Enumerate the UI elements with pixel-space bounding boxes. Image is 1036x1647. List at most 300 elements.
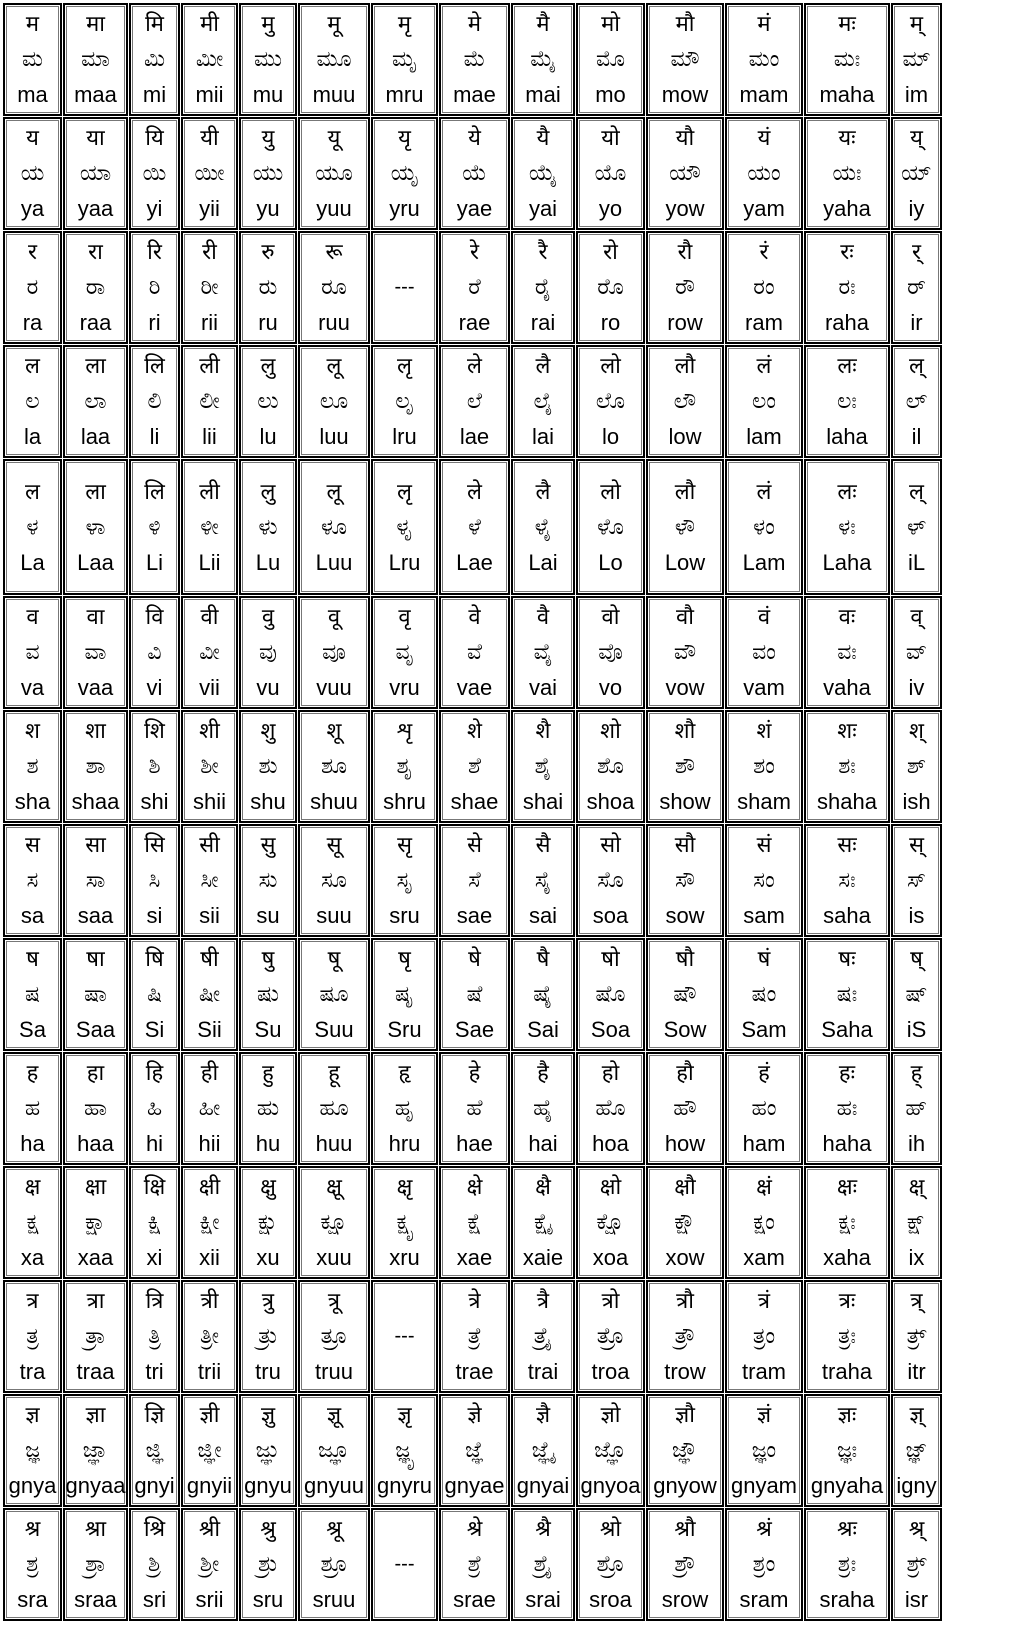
romanization: Lii (198, 549, 221, 575)
syllable-cell (298, 710, 370, 823)
syllable-cell (511, 1166, 575, 1279)
kannada-glyph: ಳು (258, 514, 278, 540)
syllable-cell (371, 117, 438, 230)
romanization: hi (145, 1131, 164, 1156)
syllable-cell (63, 1394, 128, 1507)
devanagari-glyph: त्रः (838, 1289, 856, 1314)
kannada-glyph: ಲಿ (147, 389, 162, 414)
romanization: vuu (316, 675, 352, 700)
syllable-cell (181, 1052, 238, 1165)
kannada-glyph: ಮೃ (392, 47, 417, 72)
syllable-cell (129, 1508, 180, 1621)
kannada-glyph: ಷೈ (533, 982, 553, 1007)
syllable-cell (63, 1166, 128, 1279)
syllable-cell (891, 710, 942, 823)
romanization: yu (256, 196, 280, 221)
kannada-glyph: ಶ್ರೈ (533, 1552, 553, 1577)
devanagari-glyph: शं (756, 719, 772, 744)
devanagari-glyph: लै (535, 354, 551, 379)
romanization: lai (531, 424, 554, 449)
devanagari-glyph: त्रो (601, 1289, 620, 1314)
devanagari-glyph: ज्ञो (600, 1403, 621, 1428)
devanagari-glyph: षो (601, 947, 620, 972)
romanization: sai (528, 903, 558, 928)
romanization: isr (904, 1587, 929, 1612)
kannada-glyph: ಜ್ಞು (255, 1438, 281, 1463)
romanization: saa (77, 903, 114, 928)
romanization: hai (528, 1131, 558, 1156)
devanagari-glyph: क्षे (466, 1175, 483, 1200)
syllable-cell (63, 938, 128, 1051)
devanagari-glyph: श्री (198, 1517, 221, 1542)
syllable-cell (439, 345, 510, 458)
syllable-cell (371, 459, 438, 595)
devanagari-glyph: हृ (398, 1061, 411, 1086)
romanization: Lae (456, 549, 493, 575)
romanization: sri (142, 1587, 167, 1612)
romanization: vu (256, 675, 280, 700)
syllable-cell (181, 117, 238, 230)
syllable-cell (891, 1166, 942, 1279)
romanization: rii (200, 310, 219, 335)
syllable-cell (646, 824, 724, 937)
romanization: soa (592, 903, 629, 928)
syllable-cell (576, 117, 645, 230)
romanization: xaa (77, 1245, 114, 1270)
devanagari-glyph: रै (538, 240, 548, 265)
kannada-glyph: ಶ (26, 754, 39, 779)
romanization: sha (14, 789, 51, 814)
syllable-cell (181, 596, 238, 709)
romanization: trai (527, 1359, 559, 1384)
kannada-glyph: ವೀ (199, 640, 220, 665)
syllable-cell (439, 824, 510, 937)
romanization: srow (661, 1587, 709, 1612)
syllable-cell (298, 1166, 370, 1279)
devanagari-glyph: शा (85, 719, 106, 744)
romanization: mae (453, 82, 496, 107)
romanization: Lo (598, 549, 623, 575)
kannada-glyph: ಸಾ (85, 868, 106, 893)
romanization: Sow (663, 1017, 707, 1042)
kannada-glyph: ಜ್ಞೃ (395, 1438, 414, 1463)
kannada-glyph: ರ್ (907, 275, 926, 300)
syllable-cell (371, 1052, 438, 1165)
devanagari-glyph: हौ (676, 1061, 694, 1086)
syllable-cell (298, 596, 370, 709)
syllable-cell (439, 231, 510, 344)
syllable-cell (439, 710, 510, 823)
syllable-cell (298, 938, 370, 1051)
romanization: yuu (316, 196, 352, 221)
syllable-cell (63, 710, 128, 823)
devanagari-glyph: मः (838, 12, 856, 37)
syllable-cell (298, 117, 370, 230)
romanization: ya (20, 196, 45, 221)
romanization: raha (824, 310, 870, 335)
kannada-glyph: ಜ್ಞಃ (836, 1438, 858, 1463)
romanization: trow (664, 1359, 706, 1384)
kannada-glyph: ಯಿ (142, 161, 167, 186)
devanagari-glyph: लौ (674, 479, 696, 505)
devanagari-glyph: ज्ञै (535, 1403, 551, 1428)
devanagari-glyph: म (25, 12, 40, 37)
romanization: rae (458, 310, 491, 335)
kannada-glyph: ಮೈ (530, 47, 556, 72)
syllable-cell (576, 345, 645, 458)
romanization: gnyai (516, 1473, 570, 1498)
kannada-glyph: ಸಂ (753, 868, 775, 893)
romanization: vru (389, 675, 420, 700)
syllable-cell (239, 345, 297, 458)
devanagari-glyph: श् (909, 719, 924, 744)
kannada-glyph: ತ್ರು (258, 1324, 278, 1349)
kannada-glyph: ಲೀ (199, 389, 220, 414)
kannada-glyph: ಕ್ಷೊ (596, 1210, 625, 1235)
devanagari-glyph: षृ (398, 947, 411, 972)
kannada-glyph: ಳೈ (534, 514, 552, 540)
romanization: shaha (817, 789, 877, 814)
romanization: Sai (527, 1017, 559, 1042)
syllable-cell (371, 1394, 438, 1507)
devanagari-glyph: शी (199, 719, 220, 744)
romanization: sraha (819, 1587, 875, 1612)
kannada-glyph: ಯಂ (747, 161, 781, 186)
romanization: iv (908, 675, 925, 700)
syllable-cell (298, 1052, 370, 1165)
kannada-glyph: ಕ್ಷೈ (534, 1210, 552, 1235)
syllable-cell (725, 1052, 803, 1165)
romanization: xae (456, 1245, 493, 1270)
romanization: maa (74, 82, 117, 107)
romanization: gnyii (186, 1473, 233, 1498)
syllable-cell (511, 345, 575, 458)
syllable-cell (804, 1166, 890, 1279)
kannada-glyph: ಸೃ (396, 868, 413, 893)
kannada-glyph: ವೂ (322, 640, 346, 665)
romanization: va (20, 675, 45, 700)
kannada-glyph: ಹಃ (836, 1096, 858, 1121)
romanization: su (256, 903, 280, 928)
devanagari-glyph: सौ (674, 833, 696, 858)
kannada-glyph: ಜ್ಞ್ (905, 1438, 928, 1463)
devanagari-glyph: त्रि (145, 1289, 164, 1314)
devanagari-glyph: ला (85, 354, 106, 379)
kannada-glyph: ಯ್ (901, 161, 932, 186)
romanization: ri (148, 310, 161, 335)
devanagari-glyph: मू (327, 12, 341, 37)
syllable-cell (804, 938, 890, 1051)
romanization: Sru (387, 1017, 422, 1042)
devanagari-glyph: ज्ञ (25, 1403, 40, 1428)
syllable-cell (725, 824, 803, 937)
devanagari-glyph: श्र (24, 1517, 41, 1542)
romanization: lru (392, 424, 417, 449)
romanization: sroa (589, 1587, 632, 1612)
kannada-glyph: ಸೈ (534, 868, 552, 893)
kannada-glyph: ತ್ರಂ (752, 1324, 776, 1349)
devanagari-glyph: क्ष (24, 1175, 41, 1200)
syllable-cell (298, 1280, 370, 1393)
syllable-cell (439, 938, 510, 1051)
row-sha (3, 710, 1029, 823)
syllable-cell (63, 459, 128, 595)
syllable-cell (725, 938, 803, 1051)
syllable-cell (129, 231, 180, 344)
missing-marker: --- (394, 1553, 415, 1575)
devanagari-glyph: त्र् (910, 1289, 923, 1314)
devanagari-glyph: लो (600, 479, 621, 505)
kannada-glyph: ಳ್ (906, 514, 927, 540)
romanization: tru (255, 1359, 281, 1384)
romanization: Sii (197, 1017, 222, 1042)
romanization: tram (742, 1359, 786, 1384)
syllable-cell (891, 938, 942, 1051)
romanization: xaha (823, 1245, 871, 1270)
syllable-cell (181, 345, 238, 458)
romanization: sruu (312, 1587, 356, 1612)
syllable-cell (804, 1508, 890, 1621)
syllable-cell (725, 1394, 803, 1507)
devanagari-glyph: यौ (675, 126, 695, 151)
kannada-glyph: ವೃ (395, 640, 414, 665)
kannada-glyph: ಶ್ರಂ (752, 1552, 776, 1577)
kannada-glyph: ಶ್ರೀ (199, 1552, 220, 1577)
syllable-cell (725, 710, 803, 823)
romanization: im (904, 82, 929, 107)
devanagari-glyph: स (25, 833, 40, 858)
syllable-cell (804, 710, 890, 823)
devanagari-glyph: से (467, 833, 482, 858)
syllable-cell (298, 824, 370, 937)
romanization: ro (600, 310, 621, 335)
romanization: show (659, 789, 711, 814)
devanagari-glyph: ल (25, 354, 40, 379)
row-sa (3, 824, 1029, 937)
kannada-glyph: ತ್ರೊ (596, 1324, 625, 1349)
devanagari-glyph: शौ (674, 719, 696, 744)
romanization: ram (745, 310, 783, 335)
kannada-glyph: ಕ್ಷಿ (147, 1210, 162, 1235)
missing-marker: --- (394, 276, 415, 298)
syllable-cell (181, 1508, 238, 1621)
kannada-glyph: ಳಂ (753, 514, 775, 540)
romanization: mow (661, 82, 709, 107)
kannada-glyph: ವಂ (752, 640, 776, 665)
romanization: laha (826, 424, 868, 449)
romanization: haa (77, 1131, 114, 1156)
syllable-cell (181, 459, 238, 595)
romanization: yai (528, 196, 558, 221)
kannada-glyph: ರೆ (468, 275, 481, 300)
romanization: mi (142, 82, 167, 107)
kannada-glyph: ಶಾ (85, 754, 106, 779)
syllable-cell (804, 1052, 890, 1165)
romanization: shu (250, 789, 286, 814)
kannada-glyph: ಲೂ (319, 389, 349, 414)
devanagari-glyph: रं (759, 240, 769, 265)
romanization: yae (456, 196, 493, 221)
kannada-glyph: ಕ್ಷೆ (467, 1210, 482, 1235)
kannada-glyph: ತ್ರಾ (85, 1324, 106, 1349)
syllable-cell (63, 1280, 128, 1393)
devanagari-glyph: ज्ञा (85, 1403, 106, 1428)
kannada-glyph: ರೌ (675, 275, 695, 300)
devanagari-glyph: लौ (674, 354, 696, 379)
syllable-cell (511, 1394, 575, 1507)
syllable-cell (239, 710, 297, 823)
devanagari-glyph: क्षा (84, 1175, 107, 1200)
syllable-cell (511, 1280, 575, 1393)
kannada-glyph: ವ್ (905, 640, 928, 665)
romanization: ma (17, 82, 48, 107)
syllable-cell (239, 231, 297, 344)
kannada-glyph: ಜ್ಞಿ (145, 1438, 164, 1463)
syllable-cell (646, 1508, 724, 1621)
romanization: yam (743, 196, 785, 221)
kannada-glyph: ಜ್ಞೂ (318, 1438, 350, 1463)
kannada-glyph: ಹೌ (673, 1096, 697, 1121)
devanagari-glyph: लि (144, 479, 165, 505)
kannada-glyph: ಶ್ರೆ (467, 1552, 482, 1577)
kannada-glyph: ತ್ರ್ (906, 1324, 927, 1349)
kannada-glyph: ಶೈ (534, 754, 552, 779)
kannada-glyph: ಶಂ (753, 754, 775, 779)
romanization: gnyae (444, 1473, 505, 1498)
devanagari-glyph: क्षै (535, 1175, 551, 1200)
devanagari-glyph: शः (837, 719, 857, 744)
syllable-cell (646, 117, 724, 230)
devanagari-glyph: ही (200, 1061, 219, 1086)
kannada-glyph: ವಾ (84, 640, 107, 665)
syllable-cell (3, 231, 62, 344)
romanization: hoa (592, 1131, 629, 1156)
kannada-glyph: ಹೃ (394, 1096, 415, 1121)
kannada-glyph: ಸೂ (321, 868, 347, 893)
syllable-cell (181, 3, 238, 116)
romanization: shaa (71, 789, 120, 814)
romanization: gnyaha (810, 1473, 884, 1498)
row-ya (3, 117, 1029, 230)
syllable-cell (891, 596, 942, 709)
kannada-glyph: ರಂ (753, 275, 775, 300)
romanization: Sam (741, 1017, 787, 1042)
syllable-cell (3, 117, 62, 230)
syllable-cell (511, 231, 575, 344)
syllable-cell (63, 596, 128, 709)
kannada-glyph: ರಃ (838, 275, 856, 300)
devanagari-glyph: सा (85, 833, 106, 858)
devanagari-glyph: षं (757, 947, 771, 972)
romanization: srae (453, 1587, 496, 1612)
kannada-glyph: ಳೊ (597, 514, 624, 540)
romanization: li (149, 424, 160, 449)
kannada-glyph: ತ್ರೀ (200, 1324, 219, 1349)
devanagari-glyph: क्षि (143, 1175, 166, 1200)
devanagari-glyph: क्षू (326, 1175, 342, 1200)
syllable-cell (646, 1280, 724, 1393)
devanagari-glyph: यी (200, 126, 219, 151)
syllable-cell (891, 345, 942, 458)
transliteration-chart (3, 3, 1029, 1643)
syllable-cell (371, 345, 438, 458)
kannada-glyph: ಷೆ (466, 982, 483, 1007)
syllable-cell (439, 117, 510, 230)
devanagari-glyph: यो (601, 126, 620, 151)
syllable-cell (511, 1052, 575, 1165)
syllable-cell (371, 824, 438, 937)
syllable-cell (239, 3, 297, 116)
devanagari-glyph: ये (468, 126, 481, 151)
devanagari-glyph: ह (26, 1061, 39, 1086)
devanagari-glyph: त्रे (468, 1289, 481, 1314)
devanagari-glyph: हो (601, 1061, 620, 1086)
syllable-cell (439, 1394, 510, 1507)
romanization: lam (746, 424, 782, 449)
romanization: Suu (314, 1017, 354, 1042)
romanization: xaie (522, 1245, 564, 1270)
romanization: gnyu (244, 1473, 292, 1498)
romanization: raa (79, 310, 112, 335)
devanagari-glyph: ल् (909, 354, 924, 379)
kannada-glyph: ತ್ರ (26, 1324, 39, 1349)
syllable-cell (129, 1052, 180, 1165)
devanagari-glyph: शु (260, 719, 276, 744)
romanization: muu (312, 82, 356, 107)
devanagari-glyph: यै (536, 126, 550, 151)
syllable-cell (804, 824, 890, 937)
kannada-glyph: ಸ್ (907, 868, 926, 893)
kannada-glyph: ಷೊ (595, 982, 626, 1007)
romanization: yaha (823, 196, 871, 221)
devanagari-glyph: ला (85, 479, 106, 505)
devanagari-glyph: त्रं (757, 1289, 771, 1314)
kannada-glyph: ರೀ (200, 275, 219, 300)
syllable-cell (891, 3, 942, 116)
syllable-cell (63, 1508, 128, 1621)
devanagari-glyph: यं (757, 126, 771, 151)
devanagari-glyph: लः (837, 479, 857, 505)
devanagari-glyph: त्र (26, 1289, 39, 1314)
kannada-glyph: ಶ್ರಿ (147, 1552, 162, 1577)
syllable-cell (511, 459, 575, 595)
kannada-glyph: ಸಿ (148, 868, 161, 893)
romanization: Saha (821, 1017, 873, 1042)
syllable-cell (181, 1280, 238, 1393)
romanization: vai (528, 675, 558, 700)
kannada-glyph: ಲೊ (595, 389, 626, 414)
devanagari-glyph: हि (145, 1061, 164, 1086)
romanization: iS (906, 1017, 927, 1042)
row-xa (3, 1166, 1029, 1279)
devanagari-glyph: वै (536, 605, 550, 630)
syllable-cell (3, 345, 62, 458)
romanization: itr (907, 1359, 926, 1384)
kannada-glyph: ತ್ರಃ (837, 1324, 857, 1349)
kannada-glyph: ಶ್ರ (26, 1552, 39, 1577)
romanization: xam (743, 1245, 785, 1270)
syllable-cell (646, 1052, 724, 1165)
syllable-cell (129, 938, 180, 1051)
syllable-cell (3, 1052, 62, 1165)
romanization: yow (665, 196, 705, 221)
kannada-glyph: ಲಂ (751, 389, 776, 414)
devanagari-glyph: मो (601, 12, 620, 37)
syllable-cell (63, 231, 128, 344)
devanagari-glyph: मृ (397, 12, 412, 37)
kannada-glyph: ಶ್ರಃ (837, 1552, 857, 1577)
devanagari-glyph: है (537, 1061, 549, 1086)
